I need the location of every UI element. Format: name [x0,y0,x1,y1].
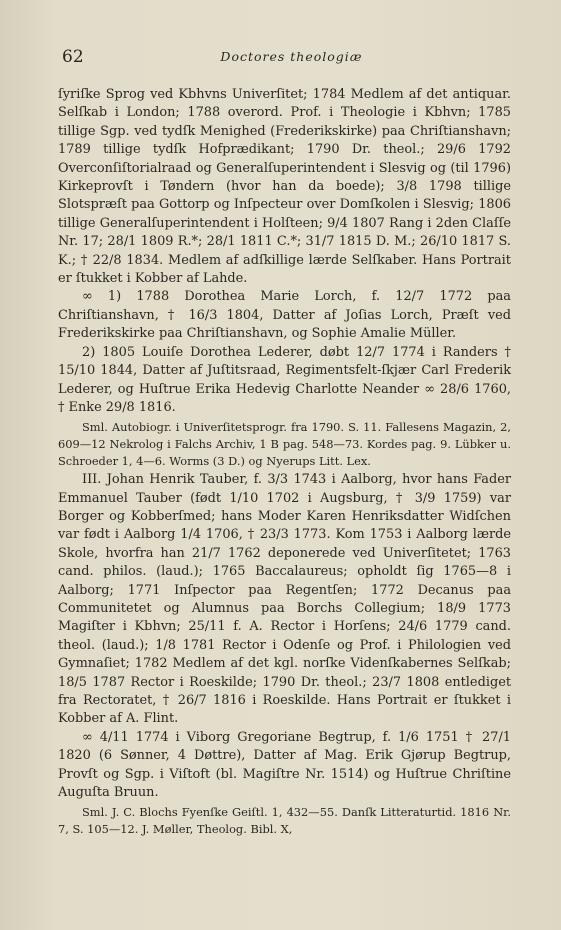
marriage-tauber: ∞ 4/11 1774 i Viborg Gregoriane Begtrup, f. 1/6 1751 † 27/1 1820 (6 Sønner, 4 Døttre), Datter af Mag. Erik Gjørup Begtrup, Provſt og Sgp. i Viſtoft (bl. Magiſtre Nr. 1514) og Huſtrue Chriſtine Auguſta Bruun. [58,729,511,800]
references-tauber: Sml. J. C. Blochs Fyenſke Geiſtl. 1, 432—55. Danſk Litteraturtid. 1816 Nr. 7, S. 105—12. J. Møller, Theolog. Bibl. X, [58,805,511,836]
marriage-first: ∞ 1) 1788 Dorothea Marie Lorch, f. 12/7 1772 paa Chriſtianshavn, † 16/3 1804, Datter af Joſias Lorch, Præſt ved Frederikskirke paa Chriſtianshavn, og Sophie Amalie Müller. [58,289,511,342]
biography-continuation: ſyriſke Sprog ved Kbhvns Univerſitet; 1784 Medlem af det antiquar. Selſkab i London; 1788 overord. Prof. i Theologie i Kbhvn; 1785 tillige Sgp. ved tydſk Menighed (Frederikskirke) paa Chriſtianshavn; 1789 tillige tydſk Hofprædikant; 1790 Dr. theol.; 29/6 1792 Overconſiſtorialraad og Generalſuperintendent i Slesvig og (til 1796) Kirkeprovſt i Tøndern (hvor han da boede); 3/8 1798 tillige Slotspræſt paa Gottorp og Inſpecteur over Domſkolen i Slesvig; 1806 tillige Generalſuperintendent i Holſteen; 9/4 1807 Rang i 2den Claſſe Nr. 17; 28/1 1809 R.*; 28/1 1811 C.*; 31/7 1815 D. M.; 26/10 1817 S. K.; † 22/8 1834. Medlem af adſkillige lærde Selſkaber. Hans Portrait er ſtukket i Kobber af Lahde. [58,87,511,287]
marriage-second: 2) 1805 Louiſe Dorothea Lederer, døbt 12/7 1774 i Randers † 15/10 1844, Datter af Juſtitsraad, Regimentsfelt-ſkjær Carl Frederik Lederer, og Huſtrue Erika Hedevig Charlotte Neander ∞ 28/6 1760, † Enke 29/8 1816. [58,344,511,415]
references: Sml. Autobiogr. i Univerſitetsprogr. fra 1790. S. 11. Fallesens Magazin, 2, 609—12 Nekrolog i Falchs Archiv, 1 B pag. 548—73. Kordes pag. 9. Lübker u. Schroeder 1, 4—6. Worms (3 D.) og Nyerups Litt. Lex. [58,420,511,468]
running-head: Doctores theologiæ [220,49,363,64]
entry-tauber: III. Johan Henrik Tauber, f. 3/3 1743 i Aalborg, hvor hans Fader Emmanuel Tauber (født 1/10 1702 i Augsburg, † 3/9 1759) var Borger og Kobberſmed; hans Moder Karen Henriksdatter Widſchen var født i Aalborg 1/4 1706, † 23/3 1773. Kom 1753 i Aalborg lærde Skole, hvorfra han 21/7 1762 deponerede ved Univerſitetet; 1763 cand. philos. (laud.); 1765 Baccalaureus; opholdt ſig 1765—8 i Aalborg; 1771 Inſpector paa Regentſen; 1772 Decanus paa Communitetet og Alumnus paa Borchs Collegium; 18/9 1773 Magiſter i Kbhvn; 25/11 f. A. Rector i Horſens; 24/6 1779 cand. theol. (laud.); 1/8 1781 Rector i Odenſe og Prof. i Philologien ved Gymnaſiet; 1782 Medlem af det kgl. norſke Videnſkabernes Selſkab; 18/5 1787 Rector i Roeskilde; 1790 Dr. theol.; 23/7 1808 entlediget fra Rectoratet, † 26/7 1816 i Roeskilde. Hans Portrait er ſtukket i Kobber af A. Flint. [58,472,511,727]
page-header [62,47,521,69]
page-number: 62 [62,47,84,67]
body-text [58,86,511,900]
